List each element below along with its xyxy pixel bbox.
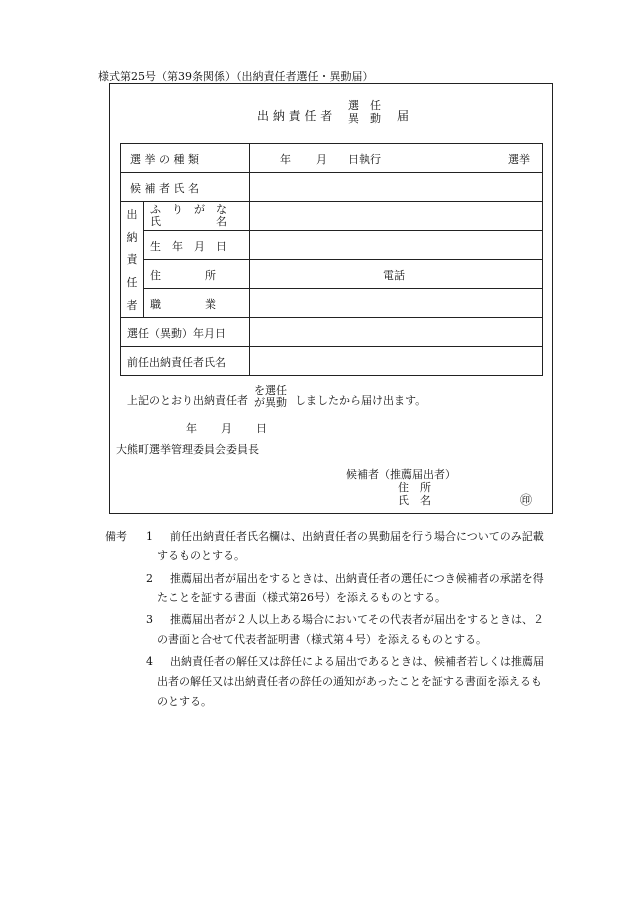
submitter-address-label: 住 所 [398, 481, 431, 494]
date-year-label: 年 [186, 422, 197, 435]
statement-option-change: が異動 [254, 396, 287, 409]
occupation-label: 職 業 [150, 298, 216, 311]
address-label: 住 所 [150, 269, 216, 282]
remark-4-line-3: のとする。 [157, 695, 212, 708]
form-reference: 様式第25号（第39条関係）（出納責任者選任・異動届） [98, 70, 374, 83]
submitter-label: 候補者（推薦届出者） [346, 468, 456, 481]
phone-label: 電話 [383, 269, 405, 282]
treasurer-vertical-label: 出 納 責 任 者 [126, 208, 138, 312]
remark-3-line-1: 推薦届出者が２人以上ある場合においてその代表者が届出をするときは、２ [170, 613, 544, 626]
remark-2-number: 2 [146, 572, 153, 585]
addressee: 大熊町選挙管理委員会委員長 [116, 443, 259, 456]
remark-4-number: 4 [146, 655, 153, 668]
remark-4-line-1: 出納責任者の解任又は辞任による届出であるときは、候補者若しくは推薦届 [170, 655, 544, 668]
election-date-year-label: 年 [280, 153, 291, 166]
statement-option-appoint: を選任 [254, 384, 287, 397]
remark-2-line-1: 推薦届出者が届出をするときは、出納責任者の選任につき候補者の承諾を得 [170, 572, 544, 585]
election-suffix: 選挙 [508, 153, 530, 166]
appointment-date-label: 選任（異動）年月日 [127, 327, 226, 340]
seal-mark: ㊞ [520, 493, 533, 507]
submitter-name-label: 氏 名 [398, 494, 431, 507]
remark-1-line-2: するものとする。 [157, 549, 245, 562]
remark-1-line-1: 前任出納責任者氏名欄は、出納責任者の異動届を行う場合についてのみ記載 [170, 530, 544, 543]
remark-1-number: 1 [146, 530, 153, 543]
election-date-day-label: 日執行 [348, 153, 381, 166]
date-month-label: 月 [221, 422, 232, 435]
birthdate-label: 生 年 月 日 [150, 240, 227, 253]
title-option-change: 異 動 [348, 112, 381, 125]
previous-treasurer-label: 前任出納責任者氏名 [127, 356, 226, 369]
name-label: 氏 名 [150, 215, 227, 228]
remarks-heading: 備考 [105, 530, 127, 543]
date-day-label: 日 [256, 422, 267, 435]
remark-4-line-2: 出者の解任又は出納責任者の辞任の通知があったことを証する書面を添えるも [157, 675, 542, 688]
remark-3-number: 3 [146, 613, 153, 626]
remark-3-line-2: の書面と合せて代表者証明書（様式第４号）を添えるものとする。 [157, 633, 487, 646]
election-date-month-label: 月 [316, 153, 327, 166]
statement-suffix: しましたから届け出ます。 [295, 394, 427, 407]
form-title: 出 納 責 任 者 [257, 109, 333, 123]
furigana-label: ふ り が な [150, 203, 227, 216]
statement-prefix: 上記のとおり出納責任者 [127, 394, 248, 407]
candidate-name-label: 候 補 者 氏 名 [130, 182, 199, 195]
title-option-appointment: 選 任 [348, 99, 381, 112]
election-type-label: 選 挙 の 種 類 [130, 153, 199, 166]
remark-2-line-2: たことを証する書面（様式第26号）を添えるものとする。 [157, 591, 446, 604]
title-suffix: 届 [397, 109, 410, 123]
